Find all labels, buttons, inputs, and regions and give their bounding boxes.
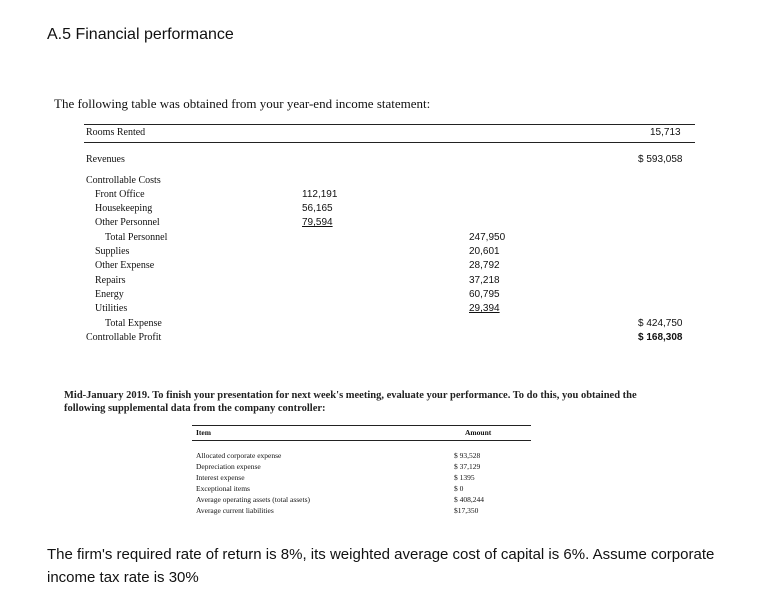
utilities-label: Utilities	[95, 303, 128, 314]
supp-row-amount: $ 1395	[454, 473, 475, 482]
assumptions-text: The firm's required rate of return is 8%, its weighted average cost of capital is 6%. Assume corporate income tax rate is 30%	[47, 546, 715, 586]
intro-text: The following table was obtained from your year-end income statement:	[54, 96, 431, 111]
supp-row-item: Average operating assets (total assets)	[196, 495, 310, 504]
other-expense-value: 28,792	[469, 260, 500, 271]
supp-row-amount: $ 408,244	[454, 495, 484, 504]
supp-row-item: Interest expense	[196, 473, 245, 482]
supplemental-intro-note: Mid-January 2019. To finish your presentation for next week's meeting, evaluate your performance. To do this, you obtained the following supplemental data from the company controller:	[64, 390, 637, 414]
rooms-rented-label: Rooms Rented	[86, 127, 146, 138]
total-expense-value: $ 424,750	[638, 318, 683, 329]
supp-row-item: Average current liabilities	[196, 506, 274, 515]
supp-row-amount: $ 93,528	[454, 451, 481, 460]
supp-row-item: Exceptional items	[196, 484, 250, 493]
energy-value: 60,795	[469, 289, 500, 300]
utilities-value: 29,394	[469, 303, 500, 314]
supp-row-amount: $17,350	[454, 506, 479, 515]
supp-row-amount: $ 37,129	[454, 462, 481, 471]
supp-header-rule	[192, 440, 531, 441]
table-header-rule	[84, 142, 695, 143]
controllable-costs-label: Controllable Costs	[86, 175, 161, 186]
supp-row-amount: $ 0	[454, 484, 464, 493]
front-office-value: 112,191	[302, 189, 338, 200]
other-expense-label: Other Expense	[95, 260, 155, 271]
supplies-label: Supplies	[95, 246, 130, 257]
other-personnel-label: Other Personnel	[95, 217, 160, 228]
supp-row-item: Depreciation expense	[196, 462, 261, 471]
supp-item-header: Item	[196, 428, 211, 437]
housekeeping-label: Housekeeping	[95, 203, 153, 214]
energy-label: Energy	[95, 289, 124, 300]
supp-row-item: Allocated corporate expense	[196, 451, 282, 460]
controllable-profit-label: Controllable Profit	[86, 332, 162, 343]
controllable-profit-value: $ 168,308	[638, 332, 683, 343]
supp-top-rule	[192, 425, 531, 426]
rooms-rented-value: 15,713	[650, 127, 681, 138]
total-personnel-value: 247,950	[469, 232, 506, 243]
repairs-value: 37,218	[469, 275, 500, 286]
revenues-value: $ 593,058	[638, 154, 683, 165]
other-personnel-value: 79,594	[302, 217, 333, 228]
supp-amount-header: Amount	[465, 428, 492, 437]
table-top-rule	[84, 124, 695, 125]
front-office-label: Front Office	[95, 189, 145, 200]
total-personnel-label: Total Personnel	[105, 232, 168, 243]
total-expense-label: Total Expense	[105, 318, 162, 329]
revenues-label: Revenues	[86, 154, 125, 165]
housekeeping-value: 56,165	[302, 203, 333, 214]
supplies-value: 20,601	[469, 246, 500, 257]
repairs-label: Repairs	[95, 275, 126, 286]
section-heading: A.5 Financial performance	[47, 26, 234, 43]
